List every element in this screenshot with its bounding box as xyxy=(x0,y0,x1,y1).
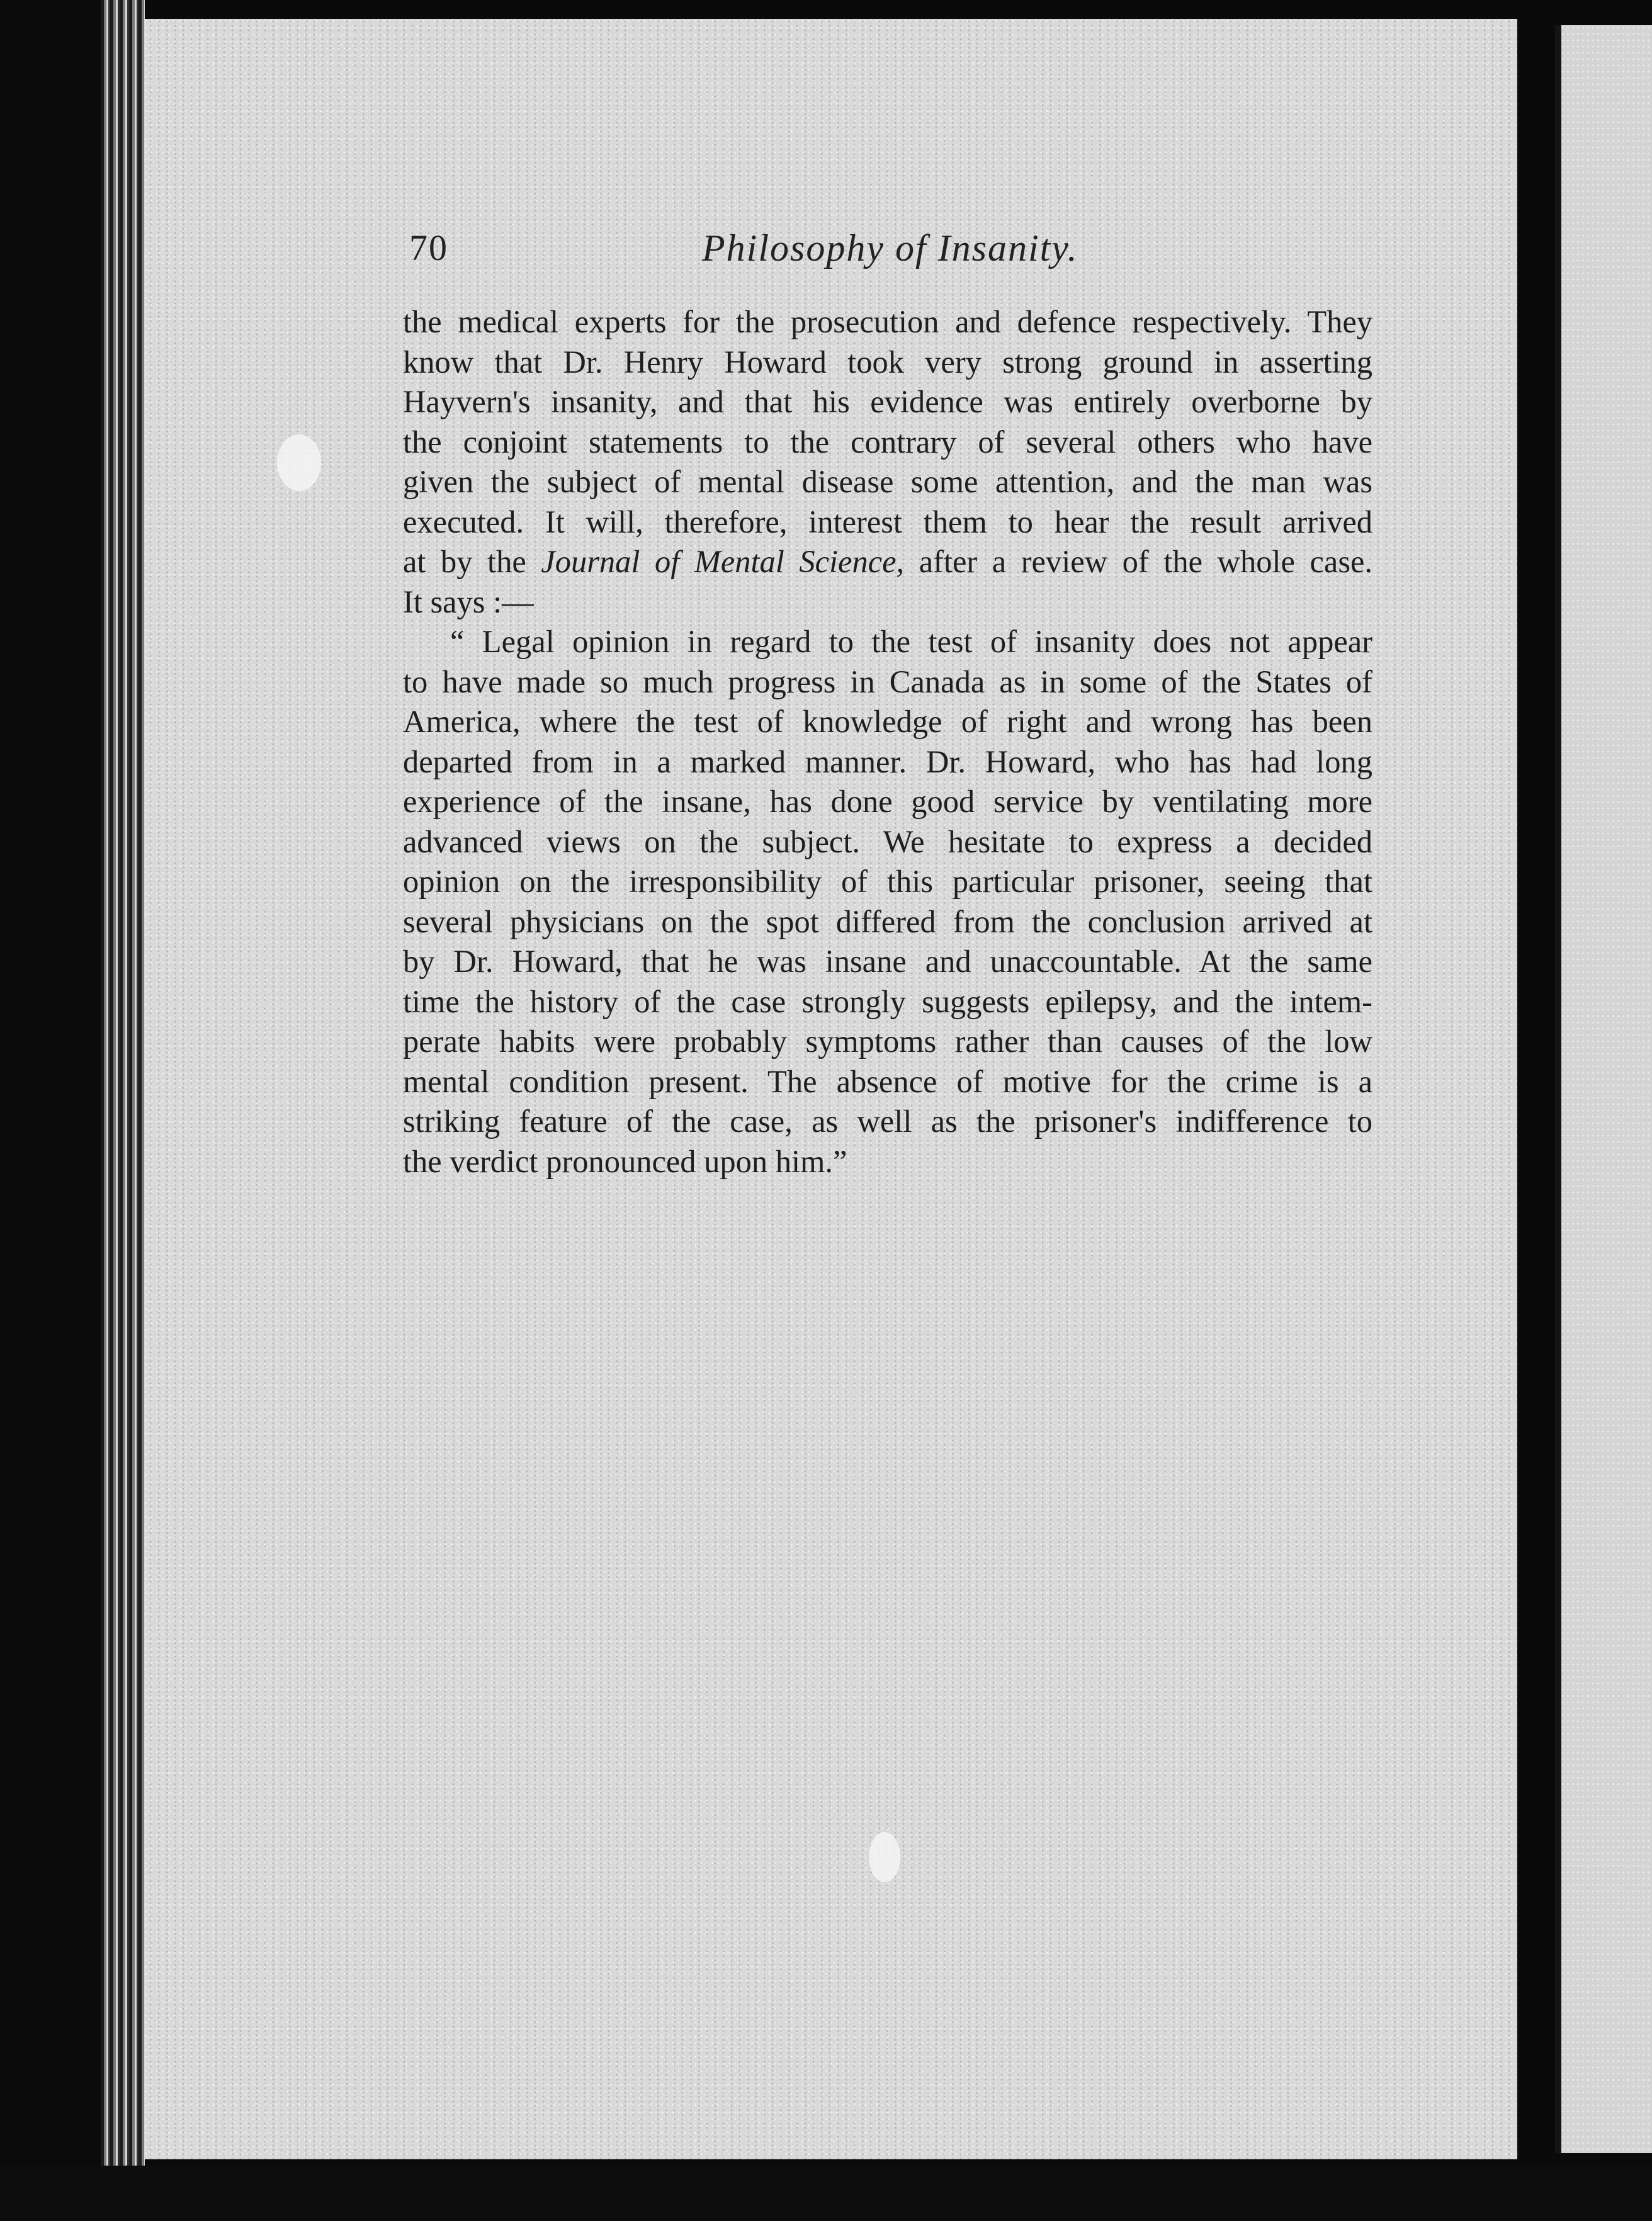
paper-blemish xyxy=(869,1832,900,1882)
adjacent-page-strip xyxy=(1555,25,1652,2153)
text-line: advanced views on the subject. We hesitate to express a decided xyxy=(403,823,1372,859)
text-line: It says :— xyxy=(403,584,534,619)
text-line: experience of the insane, has done good service by ventilating more xyxy=(403,784,1372,819)
text-line: the medical experts for the prosecution and defence respectively. They xyxy=(403,304,1372,339)
text-line: time the history of the case strongly suggests epilepsy, and the intem- xyxy=(403,983,1372,1019)
text-line: departed from in a marked manner. Dr. Howard, who has had long xyxy=(403,743,1372,779)
running-head xyxy=(409,227,1121,277)
line-text: at by the xyxy=(403,544,541,579)
text-line: know that Dr. Henry Howard took very strong ground in asserting xyxy=(403,344,1372,380)
paragraph xyxy=(403,302,1372,622)
line-text: after a review of the whole case. xyxy=(904,544,1373,579)
text-line: striking feature of the case, as well as the prisoner's indifference to xyxy=(403,1104,1372,1139)
text-line: America, where the test of knowledge of right and wrong has been xyxy=(403,704,1372,739)
text-line: the conjoint statements to the contrary of several others who have xyxy=(403,424,1372,460)
text-line: “ Legal opinion in regard to the test of insanity does not appear xyxy=(450,624,1372,659)
text-line xyxy=(403,542,1372,582)
text-line: mental condition present. The absence of motive for the crime is a xyxy=(403,1063,1372,1099)
journal-title: Journal of Mental Science, xyxy=(541,544,905,579)
text-line: the verdict pronounced upon him.” xyxy=(403,1143,847,1179)
text-line: several physicians on the spot differed from the conclusion arrived at xyxy=(403,903,1372,939)
text-line: by Dr. Howard, that he was insane and unaccountable. At the same xyxy=(403,944,1372,979)
text-line: opinion on the irresponsibility of this particular prisoner, seeing that xyxy=(403,864,1372,899)
text-line: Hayvern's insanity, and that his evidence was entirely overborne by xyxy=(403,384,1372,419)
running-title: Philosophy of Insanity. xyxy=(702,227,1078,269)
text-line: perate habits were probably symptoms rather than causes of the low xyxy=(403,1024,1372,1059)
scanner-background-bottom xyxy=(0,2166,1652,2221)
text-line: given the subject of mental disease some attention, and the man was xyxy=(403,464,1372,499)
paper-blemish xyxy=(277,434,321,491)
text-line: executed. It will, therefore, interest them to hear the result arrived xyxy=(403,504,1372,540)
quoted-paragraph xyxy=(403,622,1372,1182)
book-page-edges xyxy=(101,0,145,2221)
page-number: 70 xyxy=(409,227,448,268)
scanner-background-left xyxy=(0,0,101,2221)
body-text xyxy=(403,302,1372,1182)
text-line: to have made so much progress in Canada as in some of the States of xyxy=(403,664,1372,699)
